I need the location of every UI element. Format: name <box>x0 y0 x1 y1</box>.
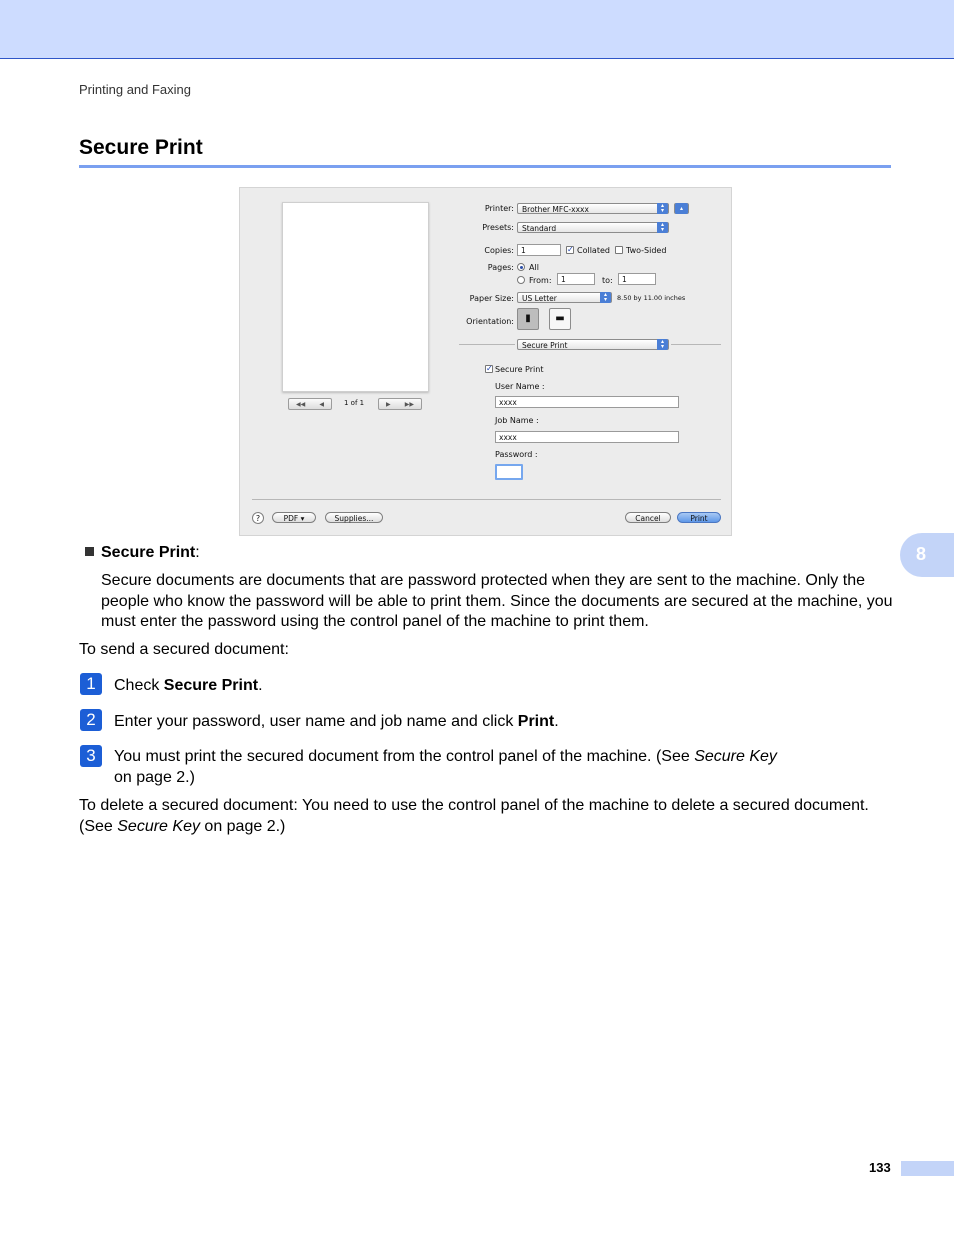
password-field[interactable] <box>495 464 523 480</box>
separator-right <box>671 344 721 345</box>
pdf-button[interactable]: PDF ▾ <box>272 512 316 523</box>
step-1-text <box>114 676 263 697</box>
user-name-field[interactable]: xxxx <box>495 396 679 408</box>
header-band <box>0 0 954 59</box>
delete-post: on page 2.) <box>199 817 286 835</box>
two-sided-label: Two-Sided <box>626 246 667 255</box>
pages-to-label: to: <box>602 276 613 285</box>
step-2-pre: Enter your password, user name and job name and click <box>114 713 518 730</box>
copies-field[interactable]: 1 <box>517 244 561 256</box>
job-name-label: Job Name : <box>495 416 539 425</box>
printer-popup[interactable] <box>517 203 669 214</box>
step-1-bold: Secure Print <box>163 677 259 694</box>
password-label: Password : <box>495 450 538 459</box>
paper-size-value: US Letter <box>522 294 557 303</box>
footer-separator <box>252 499 721 500</box>
title-rule <box>79 165 891 168</box>
cancel-button[interactable]: Cancel <box>625 512 671 523</box>
print-dialog-screenshot <box>239 187 732 536</box>
step-1-icon: 1 <box>80 673 102 695</box>
last-page-icon: ▶▶ <box>404 400 414 408</box>
user-name-label: User Name : <box>495 382 545 391</box>
print-button[interactable]: Print <box>677 512 721 523</box>
updown-arrows-icon: ▴ ▾ <box>600 292 611 303</box>
step-1-pre: Check <box>114 677 164 694</box>
portrait-icon: ▮ <box>525 313 531 324</box>
prev-page-icon: ◀ <box>319 400 324 408</box>
presets-value: Standard <box>522 224 557 233</box>
pages-all-label: All <box>529 263 539 272</box>
step-3-italic: Secure Key <box>694 748 777 765</box>
landscape-icon: ▬ <box>555 313 565 324</box>
first-page-icon: ◀◀ <box>296 400 306 408</box>
presets-popup[interactable] <box>517 222 669 233</box>
portrait-orientation-button[interactable] <box>517 308 539 330</box>
paper-size-dimensions: 8.50 by 11.00 inches <box>617 294 686 302</box>
pages-from-radio[interactable] <box>517 276 525 284</box>
step-3-text <box>114 747 854 788</box>
step-3-post: on page 2.) <box>114 768 195 786</box>
panel-value: Secure Print <box>522 341 568 350</box>
printer-value: Brother MFC-xxxx <box>522 205 589 214</box>
updown-arrows-icon: ▴ ▾ <box>657 203 668 214</box>
bullet-colon: : <box>195 544 200 561</box>
page-number-bar <box>901 1161 954 1176</box>
bullet-square <box>85 547 94 556</box>
panel-popup[interactable] <box>517 339 669 350</box>
chapter-tab: 8 <box>900 533 954 577</box>
send-intro: To send a secured document: <box>79 641 289 658</box>
orientation-label: Orientation: <box>466 317 514 326</box>
collated-checkbox[interactable]: ✓ <box>567 245 574 254</box>
delete-paragraph <box>79 796 879 837</box>
step-3-icon: 3 <box>80 745 102 767</box>
updown-arrows-icon: ▴ ▾ <box>657 222 668 233</box>
delete-italic: Secure Key <box>117 817 200 835</box>
landscape-orientation-button[interactable] <box>549 308 571 330</box>
running-head: Printing and Faxing <box>79 82 192 97</box>
collated-label: Collated <box>577 246 610 255</box>
preview-page <box>282 202 429 392</box>
presets-label: Presets: <box>482 223 514 232</box>
page-count: 1 of 1 <box>344 399 365 407</box>
pages-label: Pages: <box>487 263 514 272</box>
step-2-text <box>114 712 559 733</box>
delete-pre: To delete a secured document: You need to use the control panel of the machine to delete a secured document. (See <box>79 797 869 835</box>
separator-left <box>459 344 515 345</box>
step-1-post: . <box>258 677 263 694</box>
next-page-icon: ▶ <box>386 400 391 408</box>
prev-page-buttons[interactable] <box>288 398 332 410</box>
next-page-buttons[interactable] <box>378 398 422 410</box>
paper-size-popup[interactable] <box>517 292 612 303</box>
details-toggle-button[interactable] <box>674 203 689 214</box>
two-sided-checkbox[interactable] <box>615 246 623 254</box>
step-2-post: . <box>554 713 559 730</box>
disclosure-triangle-icon: ▴ <box>675 203 688 214</box>
from-field[interactable]: 1 <box>557 273 595 285</box>
paper-size-label: Paper Size: <box>469 294 514 303</box>
copies-label: Copies: <box>484 246 514 255</box>
step-2-icon: 2 <box>80 709 102 731</box>
updown-arrows-icon: ▴ ▾ <box>657 339 668 350</box>
section-title: Secure Print <box>79 136 203 159</box>
secure-print-checkbox-label: Secure Print <box>495 365 544 374</box>
bullet-term: Secure Print <box>101 544 196 561</box>
bullet-heading <box>101 543 200 564</box>
supplies-button[interactable]: Supplies... <box>325 512 383 523</box>
bullet-description: Secure documents are documents that are password protected when they are sent to the machine. Only the people who know the password will be able to print them. Since the documents are secured at the machine, you must enter the password using the control panel of the machine to print them. <box>101 572 893 630</box>
step-3-pre: You must print the secured document from the control panel of the machine. (See <box>114 748 695 765</box>
secure-print-checkbox[interactable]: ✓ <box>486 364 493 373</box>
printer-label: Printer: <box>484 204 514 213</box>
help-button[interactable]: ? <box>252 512 264 524</box>
to-field[interactable]: 1 <box>618 273 656 285</box>
pages-all-radio[interactable] <box>517 263 525 271</box>
step-2-bold: Print <box>517 713 555 730</box>
page-number: 133 <box>869 1160 891 1175</box>
job-name-field[interactable]: xxxx <box>495 431 679 443</box>
pages-from-label: From: <box>529 276 552 285</box>
